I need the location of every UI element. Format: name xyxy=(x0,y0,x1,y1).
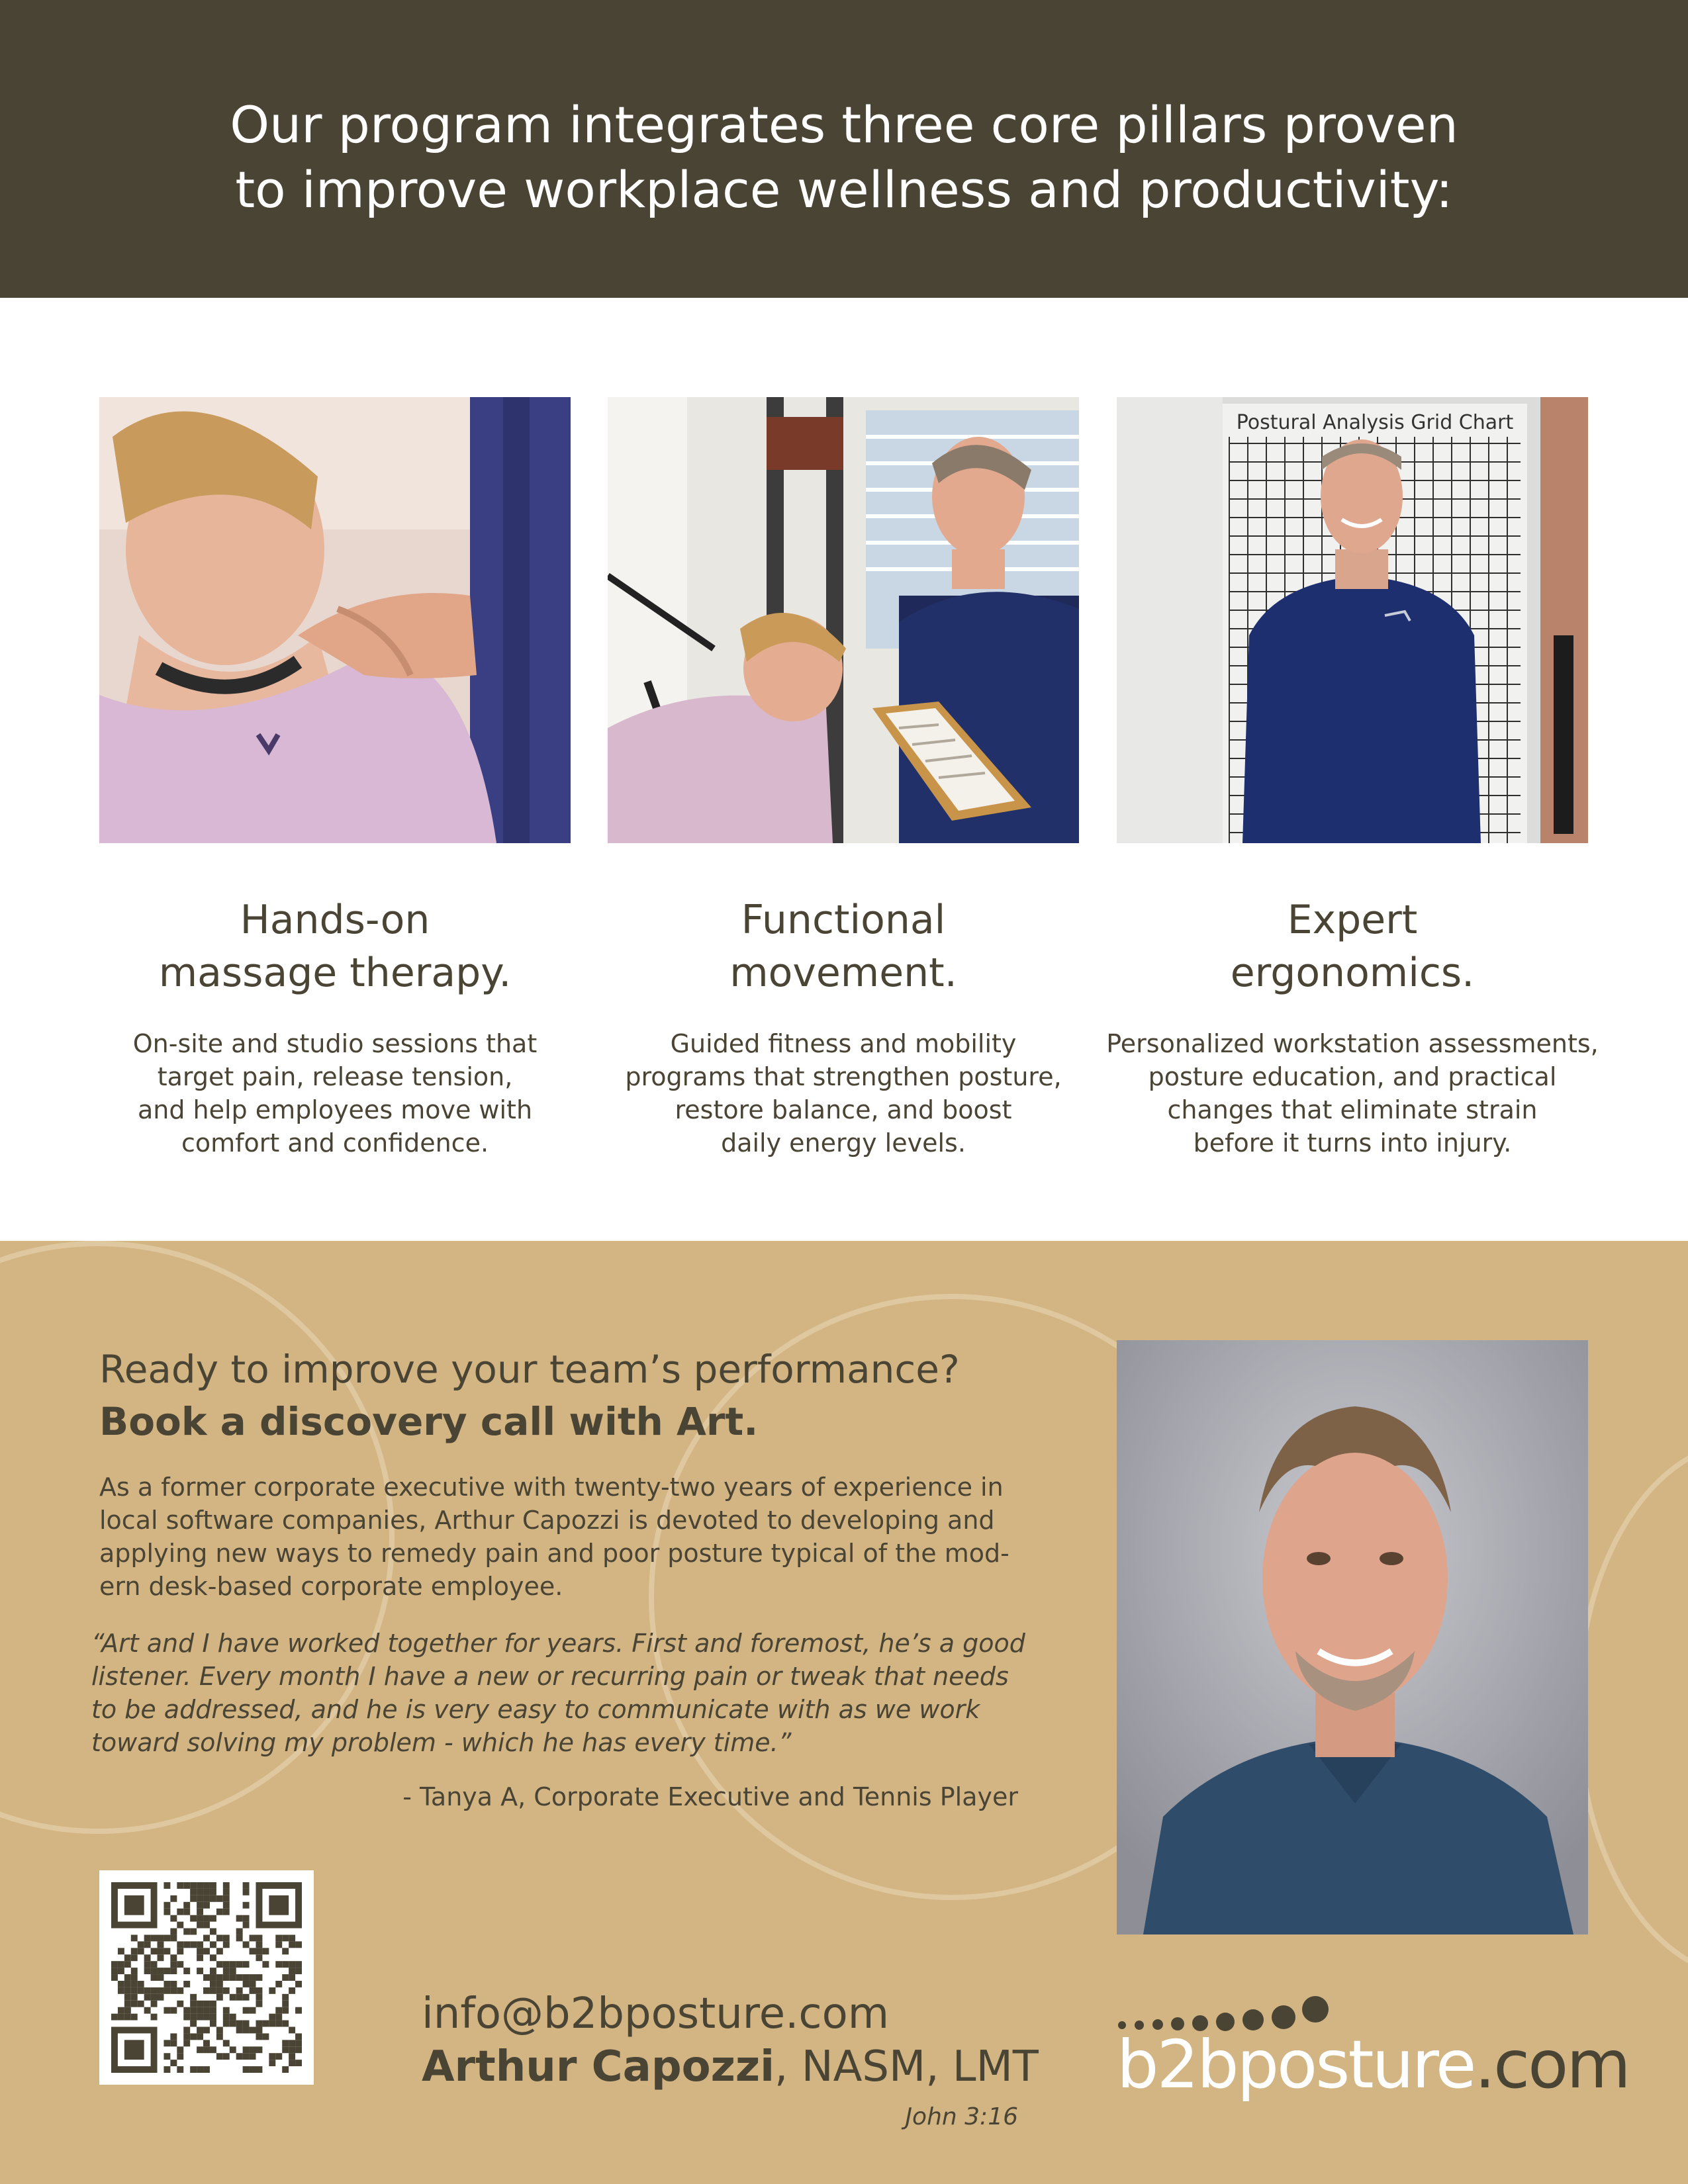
cta-book-call: Book a discovery call with Art. xyxy=(99,1399,759,1444)
pillar-desc-line: daily energy levels. xyxy=(721,1128,966,1158)
arthur-capozzi-portrait xyxy=(1117,1340,1588,1934)
logo-suffix: .com xyxy=(1474,2026,1629,2103)
logo-main: b2bposture xyxy=(1117,2026,1475,2103)
pillar-title-line-2: movement. xyxy=(729,950,957,996)
pillar-massage-therapy xyxy=(83,893,586,1160)
logo-wordmark xyxy=(1117,2028,1629,2101)
bio-line: applying new ways to remedy pain and poor posture typical of the mod- xyxy=(99,1539,1009,1568)
pillar-desc-line: comfort and confidence. xyxy=(181,1128,489,1158)
functional-movement-photo xyxy=(608,397,1079,843)
pillar-title-line-1: Expert xyxy=(1287,897,1418,943)
pillar-title-line-2: massage therapy. xyxy=(158,950,512,996)
bio-line: ern desk-based corporate employee. xyxy=(99,1572,563,1601)
pillar-desc-line: On-site and studio sessions that xyxy=(132,1029,538,1058)
decorative-circle xyxy=(1575,1439,1688,1979)
quote-line: toward solving my problem - which he has every time.” xyxy=(91,1728,792,1757)
bio-paragraph xyxy=(99,1471,1059,1603)
pillar-description xyxy=(592,1027,1095,1160)
b2bposture-logo xyxy=(1117,1992,1629,2105)
contact-info xyxy=(422,1987,1039,2093)
pillar-desc-line: posture education, and practical xyxy=(1148,1062,1557,1091)
pillar-title-line-2: ergonomics. xyxy=(1230,950,1475,996)
testimonial-attribution: - Tanya A, Corporate Executive and Tennis Player xyxy=(402,1782,1018,1811)
header-band xyxy=(0,0,1688,298)
header-line-2: to improve workplace wellness and productivity: xyxy=(235,160,1453,219)
bio-line: local software companies, Arthur Capozzi is devoted to developing and xyxy=(99,1506,995,1535)
testimonial-quote xyxy=(91,1627,1059,1759)
ergonomics-photo xyxy=(1117,397,1588,843)
bio-line: As a former corporate executive with twenty-two years of experience in xyxy=(99,1473,1004,1502)
quote-line: listener. Every month I have a new or recurring pain or tweak that needs xyxy=(91,1662,1009,1691)
pillar-desc-line: programs that strengthen posture, xyxy=(625,1062,1062,1091)
pillar-title-line-1: Functional xyxy=(741,897,946,943)
header-line-1: Our program integrates three core pillars proven xyxy=(230,95,1458,154)
header-headline xyxy=(0,93,1688,222)
cta-question: Ready to improve your team’s performance? xyxy=(99,1347,960,1392)
pillar-functional-movement xyxy=(592,893,1095,1160)
pillar-desc-line: target pain, release tension, xyxy=(157,1062,513,1091)
postural-chart-label: Postural Analysis Grid Chart xyxy=(1236,411,1514,434)
qr-code[interactable] xyxy=(99,1870,314,2085)
contact-credentials: , NASM, LMT xyxy=(774,2042,1039,2091)
pillar-title xyxy=(592,893,1095,999)
cta-block xyxy=(91,1343,1059,1813)
name-credentials xyxy=(422,2040,1039,2093)
pillar-title xyxy=(1101,893,1604,999)
pillar-desc-line: Guided fitness and mobility xyxy=(670,1029,1017,1058)
massage-therapy-photo xyxy=(99,397,571,843)
pillar-description xyxy=(83,1027,586,1160)
contact-name: Arthur Capozzi xyxy=(422,2042,775,2091)
pillar-desc-line: changes that eliminate strain xyxy=(1167,1095,1538,1124)
pillar-expert-ergonomics xyxy=(1101,893,1604,1160)
pillar-desc-line: restore balance, and boost xyxy=(675,1095,1012,1124)
pillar-description xyxy=(1101,1027,1604,1160)
bible-verse: John 3:16 xyxy=(905,2103,1018,2130)
pillar-desc-line: before it turns into injury. xyxy=(1193,1128,1512,1158)
pillar-title-line-1: Hands-on xyxy=(240,897,430,943)
pillar-desc-line: and help employees move with xyxy=(137,1095,533,1124)
pillar-desc-line: Personalized workstation assessments, xyxy=(1106,1029,1599,1058)
email-link[interactable]: info@b2bposture.com xyxy=(422,1989,890,2038)
quote-line: “Art and I have worked together for years. First and foremost, he’s a good xyxy=(91,1629,1025,1658)
quote-line: to be addressed, and he is very easy to communicate with as we work xyxy=(91,1695,980,1724)
pillar-title xyxy=(83,893,586,999)
